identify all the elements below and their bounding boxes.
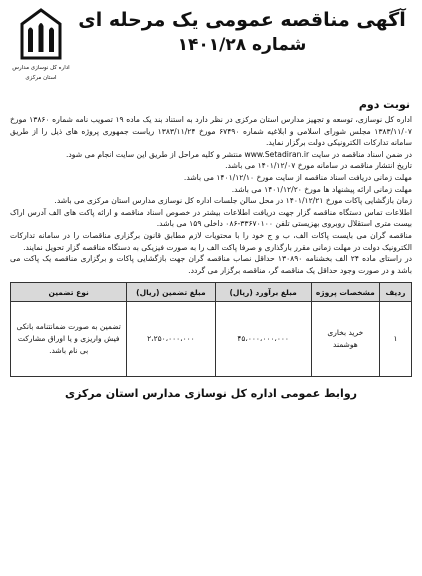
notice-body [10, 114, 412, 276]
paragraph-contact: اطلاعات تماس دستگاه مناقصه گزار جهت دریافت اطلاعات بیشتر در خصوص اسناد مناقصه و ارائه پاکت های الف آدرس اراک بیست متری استقلال روبروی بهزیستی تلفن ۳۳۶۷۰۱۰۰-۰۸۶ داخلی ۱۵۹ می باشد. [10, 207, 412, 229]
header-project-spec: مشخصات پروژه [311, 283, 379, 302]
public-relations-footer: روابط عمومی اداره کل نوسازی مدارس استان مرکزی [64, 387, 357, 401]
cell-guarantee-type: تضمین به صورت ضمانتنامه بانکی فیش واریزی و یا اوراق مشارکت بی نام باشد. [11, 302, 127, 377]
paragraph-bid-deadline: مهلت زمانی ارائه پیشنهاد ها مورخ ۱۴۰۱/۱۲/۲۰ می باشد. [231, 184, 412, 194]
header-row-number: ردیف [379, 283, 411, 302]
notice-header [10, 6, 412, 98]
paragraph-quorum: در راستای ماده ۲۴ الف بخشنامه ۱۳۰۸۹۰ حداقل نصاب مناقصه گران جهت بازگشایی پاکات و برگزاری مناقصه یک پاکت می باشد و در صورت وجود حداقل یک مناقصه گر، مناقصه برگزار می گردد. [10, 254, 412, 275]
header-guarantee-amount: مبلغ تضمین (ریال) [127, 283, 215, 302]
projects-table [10, 282, 412, 377]
table-header-row [11, 283, 412, 302]
cell-row-number: ۱ [379, 302, 411, 377]
header-guarantee-type: نوع تضمین [11, 283, 127, 302]
table-row [11, 302, 412, 377]
title-block [72, 6, 412, 56]
cell-estimate: ۴۵،۰۰۰،۰۰۰،۰۰۰ [215, 302, 311, 377]
cell-guarantee-amount: ۲،۲۵۰،۰۰۰،۰۰۰ [127, 302, 215, 377]
org-name-line2: استان مرکزی [25, 75, 57, 81]
paragraph-doc-deadline: مهلت زمانی دریافت اسناد مناقصه از سایت مورخ ۱۴۰۱/۱۲/۱۰ می باشد. [183, 172, 412, 182]
school-renovation-logo-icon [18, 6, 64, 62]
paragraph-publish-date: تاریخ انتشار مناقصه در سامانه مورخ ۱۴۰۱/۱۲/۰۷ می باشد. [225, 161, 412, 171]
round-label: نوبت دوم [358, 98, 410, 111]
paragraph-intro: اداره کل نوسازی، توسعه و تجهیز مدارس استان مرکزی در نظر دارد به استناد بند یک ماده ۱۹ تصویب نامه شماره ۱۳۸۶۰ مورخ ۱۳۸۳/۱۱/۰۷ مجلس شورای اسلامی و ابلاغیه شماره ۶۷۴۹۰ مورخ ۱۳۸۳/۱۱/۲۴ ریاست جمهوری پروژه های ذیل را از طریق سامانه تدارکات الکترونیکی دولت برگزار نماید. [10, 115, 413, 148]
notice-title: آگهی مناقصه عمومی یک مرحله ای [78, 9, 406, 31]
paragraph-envelopes: مناقصه گران می بایست پاکات الف، ب و ج خود را با محتویات لازم مطابق قانون برگزاری مناقصات را در سامانه تدارکات الکترونیک دولت در مهلت زمانی مقرر بارگذاری و صرفا پاکت الف را به صورت فیزیکی به دستگاه مناقصه گزار تحویل نمایند. [10, 230, 412, 252]
org-name-line1: اداره کل نوسازی مدارس [12, 65, 70, 71]
paragraph-opening-date: زمان بازگشایی پاکات مورخ ۱۴۰۱/۱۲/۲۱ در محل سالن جلسات اداره کل نوسازی مدارس استان مرکزی می باشد. [54, 196, 412, 206]
paragraph-website: در ضمن اسناد مناقصه در سایت www.Setadiran.ir منتشر و کلیه مراحل از طریق این سایت انجام می شود. [66, 149, 412, 159]
cell-project-spec: خرید بخاری هوشمند [311, 302, 379, 377]
header-estimate: مبلغ برآورد (ریال) [215, 283, 311, 302]
notice-number: شماره ۱۴۰۱/۲۸ [177, 35, 307, 55]
org-logo-block [10, 6, 72, 82]
